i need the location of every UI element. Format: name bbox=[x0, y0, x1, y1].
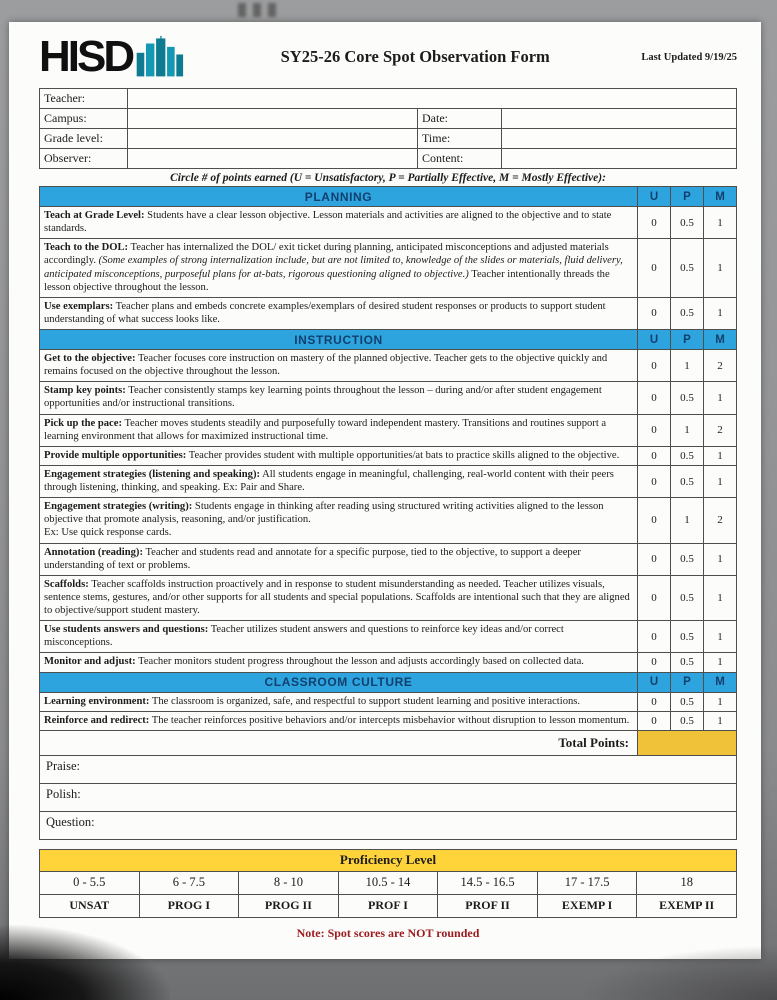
criterion-text: Teach to the DOL: Teacher has internalized the DOL/ exit ticket during planning, anticipated misconceptions and adjusted materials accordingly. (Some examples of strong internalization include, but are not limited to, knowledge of the slides or materials, fluid delivery, anticipated misconceptions, purposeful plans for at-bats, rigorous questioning aligned to objective.) Teacher intentionally threads the lesson objective throughout the lesson. bbox=[40, 239, 638, 298]
points-column-header-u: U bbox=[638, 187, 671, 207]
point-value-p[interactable]: 0.5 bbox=[671, 382, 704, 414]
point-value-m[interactable]: 1 bbox=[704, 446, 737, 465]
point-value-p[interactable]: 0.5 bbox=[671, 711, 704, 730]
rubric-row bbox=[40, 382, 737, 414]
footnote: Note: Spot scores are NOT rounded bbox=[296, 925, 480, 940]
criterion-text: Engagement strategies (writing): Students engage in thinking after reading using structured writing activities aligned to the lesson objective that promote analysis, reasoning, and/or justification. Ex: Use quick response cards. bbox=[40, 498, 638, 543]
point-value-u[interactable]: 0 bbox=[638, 382, 671, 414]
point-value-u[interactable]: 0 bbox=[638, 414, 671, 446]
proficiency-label: PROF II bbox=[438, 894, 538, 917]
point-value-u[interactable]: 0 bbox=[638, 207, 671, 239]
rubric-row bbox=[40, 498, 737, 543]
point-value-p[interactable]: 0.5 bbox=[671, 446, 704, 465]
point-value-m[interactable]: 2 bbox=[704, 350, 737, 382]
criterion-text: Get to the objective: Teacher focuses core instruction on mastery of the planned objective. Teacher gets to the objective quickly and remains focused on the objective throughout the lesson. bbox=[40, 350, 638, 382]
section-title-instruction: INSTRUCTION bbox=[40, 330, 638, 350]
polish-input-row[interactable]: Polish: bbox=[40, 783, 737, 811]
proficiency-title: Proficiency Level bbox=[40, 849, 737, 871]
content-label: Content: bbox=[418, 149, 502, 169]
rubric-row bbox=[40, 711, 737, 730]
point-value-p[interactable]: 0.5 bbox=[671, 207, 704, 239]
hisd-logo bbox=[39, 32, 189, 81]
point-value-p[interactable]: 1 bbox=[671, 414, 704, 446]
criterion-text: Use students answers and questions: Teacher utilizes student answers and questions to reinforce key ideas and/or correct misconceptions. bbox=[40, 621, 638, 653]
point-value-p[interactable]: 0.5 bbox=[671, 692, 704, 711]
point-value-u[interactable]: 0 bbox=[638, 621, 671, 653]
criterion-text: Stamp key points: Teacher consistently stamps key learning points throughout the lesson – during and/or after student engagement opportunities and/or instructional transitions. bbox=[40, 382, 638, 414]
point-value-m[interactable]: 1 bbox=[704, 207, 737, 239]
point-value-p[interactable]: 0.5 bbox=[671, 465, 704, 497]
scan-shadow-right bbox=[577, 945, 777, 1000]
points-column-header-u: U bbox=[638, 330, 671, 350]
point-value-m[interactable]: 1 bbox=[704, 711, 737, 730]
points-column-header-m: M bbox=[704, 672, 737, 692]
rubric-row bbox=[40, 621, 737, 653]
point-value-p[interactable]: 0.5 bbox=[671, 297, 704, 329]
last-updated: Last Updated 9/19/25 bbox=[641, 51, 737, 63]
section-title-planning: PLANNING bbox=[40, 187, 638, 207]
scoring-instructions: Circle # of points earned (U = Unsatisfactory, P = Partially Effective, M = Mostly Effective): bbox=[170, 172, 606, 184]
criterion-text: Scaffolds: Teacher scaffolds instruction proactively and in response to student misunderstanding as needed. Teacher utilizes visuals, sentence stems, gestures, and/or other supports for all students and special populations. Scaffolds are intentional such that they are aligned to objective/support student mastery. bbox=[40, 575, 638, 620]
form-header bbox=[39, 30, 737, 84]
proficiency-table bbox=[39, 849, 737, 918]
point-value-m[interactable]: 1 bbox=[704, 653, 737, 672]
criterion-text: Provide multiple opportunities: Teacher provides student with multiple opportunities/at bats to practice skills aligned to the objective. bbox=[40, 446, 638, 465]
point-value-u[interactable]: 0 bbox=[638, 575, 671, 620]
rubric-row bbox=[40, 446, 737, 465]
point-value-u[interactable]: 0 bbox=[638, 692, 671, 711]
point-value-m[interactable]: 2 bbox=[704, 414, 737, 446]
form-page bbox=[9, 22, 761, 959]
rubric-row bbox=[40, 239, 737, 298]
proficiency-label: PROF I bbox=[338, 894, 438, 917]
proficiency-range: 8 - 10 bbox=[239, 871, 339, 894]
proficiency-ranges-row bbox=[40, 871, 737, 894]
point-value-m[interactable]: 1 bbox=[704, 382, 737, 414]
criterion-text: Reinforce and redirect: The teacher reinforces positive behaviors and/or intercepts misbehavior without disruption to lesson momentum. bbox=[40, 711, 638, 730]
proficiency-range: 14.5 - 16.5 bbox=[438, 871, 538, 894]
point-value-u[interactable]: 0 bbox=[638, 350, 671, 382]
points-column-header-p: P bbox=[671, 672, 704, 692]
point-value-u[interactable]: 0 bbox=[638, 239, 671, 298]
info-table bbox=[39, 88, 737, 169]
date-label: Date: bbox=[418, 109, 502, 129]
rubric-row bbox=[40, 207, 737, 239]
point-value-u[interactable]: 0 bbox=[638, 711, 671, 730]
scan-artifact bbox=[253, 3, 261, 17]
section-header-row bbox=[40, 330, 737, 350]
point-value-u[interactable]: 0 bbox=[638, 297, 671, 329]
proficiency-label: PROG II bbox=[239, 894, 339, 917]
proficiency-label: EXEMP I bbox=[537, 894, 637, 917]
feedback-row bbox=[40, 783, 737, 811]
criterion-text: Use exemplars: Teacher plans and embeds concrete examples/exemplars of desired student responses or products to support student understanding of what success looks like. bbox=[40, 297, 638, 329]
point-value-m[interactable]: 1 bbox=[704, 692, 737, 711]
criterion-text: Teach at Grade Level: Students have a clear lesson objective. Lesson materials and activities are aligned to the objective and to state standards. bbox=[40, 207, 638, 239]
point-value-m[interactable]: 1 bbox=[704, 297, 737, 329]
section-header-row bbox=[40, 187, 737, 207]
campus-date-row bbox=[40, 109, 737, 129]
date-input-cell[interactable] bbox=[502, 109, 737, 129]
point-value-m[interactable]: 1 bbox=[704, 465, 737, 497]
rubric-row bbox=[40, 692, 737, 711]
scan-shadow-left bbox=[0, 925, 170, 1000]
buildings-icon bbox=[135, 35, 189, 79]
proficiency-label: PROG I bbox=[139, 894, 239, 917]
point-value-u[interactable]: 0 bbox=[638, 446, 671, 465]
teacher-label: Teacher: bbox=[40, 89, 128, 109]
time-input-cell[interactable] bbox=[502, 129, 737, 149]
teacher-row bbox=[40, 89, 737, 109]
criterion-text: Monitor and adjust: Teacher monitors student progress throughout the lesson and adjusts accordingly based on collected data. bbox=[40, 653, 638, 672]
hisd-logo-text: HISD bbox=[39, 32, 133, 81]
criterion-text: Annotation (reading): Teacher and students read and annotate for a specific purpose, tied to the objective, to support a deeper understanding of text or problems. bbox=[40, 543, 638, 575]
point-value-p[interactable]: 0.5 bbox=[671, 575, 704, 620]
point-value-p[interactable]: 1 bbox=[671, 498, 704, 543]
proficiency-title-row bbox=[40, 849, 737, 871]
point-value-m[interactable]: 1 bbox=[704, 543, 737, 575]
proficiency-range: 6 - 7.5 bbox=[139, 871, 239, 894]
feedback-row bbox=[40, 811, 737, 839]
points-column-header-m: M bbox=[704, 330, 737, 350]
points-column-header-m: M bbox=[704, 187, 737, 207]
form-title: SY25-26 Core Spot Observation Form bbox=[280, 47, 550, 66]
point-value-p[interactable]: 1 bbox=[671, 350, 704, 382]
points-column-header-p: P bbox=[671, 330, 704, 350]
campus-input-cell[interactable] bbox=[128, 109, 418, 129]
proficiency-range: 10.5 - 14 bbox=[338, 871, 438, 894]
points-column-header-u: U bbox=[638, 672, 671, 692]
rubric-row bbox=[40, 653, 737, 672]
question-input-row[interactable]: Question: bbox=[40, 811, 737, 839]
criterion-text: Pick up the pace: Teacher moves students steadily and purposefully toward independent mastery. Transitions and routines support a learning environment that allows for maximized instructional time. bbox=[40, 414, 638, 446]
observer-input-cell[interactable] bbox=[128, 149, 418, 169]
rubric-row bbox=[40, 543, 737, 575]
point-value-m[interactable]: 1 bbox=[704, 575, 737, 620]
total-points-input-cell[interactable] bbox=[638, 730, 737, 755]
observer-label: Observer: bbox=[40, 149, 128, 169]
proficiency-labels-row bbox=[40, 894, 737, 917]
point-value-u[interactable]: 0 bbox=[638, 498, 671, 543]
rubric-row bbox=[40, 414, 737, 446]
teacher-input-cell[interactable] bbox=[128, 89, 737, 109]
section-title-classroom-culture: CLASSROOM CULTURE bbox=[40, 672, 638, 692]
rubric-row bbox=[40, 465, 737, 497]
point-value-p[interactable]: 0.5 bbox=[671, 653, 704, 672]
proficiency-range: 18 bbox=[637, 871, 737, 894]
rubric-table bbox=[39, 186, 737, 840]
rubric-row bbox=[40, 575, 737, 620]
rubric-row bbox=[40, 297, 737, 329]
campus-label: Campus: bbox=[40, 109, 128, 129]
proficiency-range: 0 - 5.5 bbox=[40, 871, 140, 894]
point-value-m[interactable]: 1 bbox=[704, 621, 737, 653]
rubric-row bbox=[40, 350, 737, 382]
proficiency-label: UNSAT bbox=[40, 894, 140, 917]
total-points-row bbox=[40, 730, 737, 755]
praise-input-row[interactable]: Praise: bbox=[40, 755, 737, 783]
proficiency-range: 17 - 17.5 bbox=[537, 871, 637, 894]
time-label: Time: bbox=[418, 129, 502, 149]
point-value-p[interactable]: 0.5 bbox=[671, 543, 704, 575]
point-value-p[interactable]: 0.5 bbox=[671, 239, 704, 298]
point-value-u[interactable]: 0 bbox=[638, 543, 671, 575]
grade-level-input-cell[interactable] bbox=[128, 129, 418, 149]
grade-level-label: Grade level: bbox=[40, 129, 128, 149]
points-column-header-p: P bbox=[671, 187, 704, 207]
grade-time-row bbox=[40, 129, 737, 149]
content-input-cell[interactable] bbox=[502, 149, 737, 169]
observer-content-row bbox=[40, 149, 737, 169]
criterion-text: Learning environment: The classroom is organized, safe, and respectful to support student learning and positive interactions. bbox=[40, 692, 638, 711]
feedback-row bbox=[40, 755, 737, 783]
scan-artifact bbox=[268, 3, 276, 17]
point-value-u[interactable]: 0 bbox=[638, 653, 671, 672]
point-value-m[interactable]: 2 bbox=[704, 498, 737, 543]
point-value-p[interactable]: 0.5 bbox=[671, 621, 704, 653]
section-header-row bbox=[40, 672, 737, 692]
point-value-u[interactable]: 0 bbox=[638, 465, 671, 497]
point-value-m[interactable]: 1 bbox=[704, 239, 737, 298]
scan-artifact bbox=[238, 3, 246, 17]
total-points-label: Total Points: bbox=[40, 730, 638, 755]
proficiency-label: EXEMP II bbox=[637, 894, 737, 917]
criterion-text: Engagement strategies (listening and speaking): All students engage in meaningful, challenging, real-world content with their peers through listening, thinking, and speaking. Ex: Pair and Share. bbox=[40, 465, 638, 497]
